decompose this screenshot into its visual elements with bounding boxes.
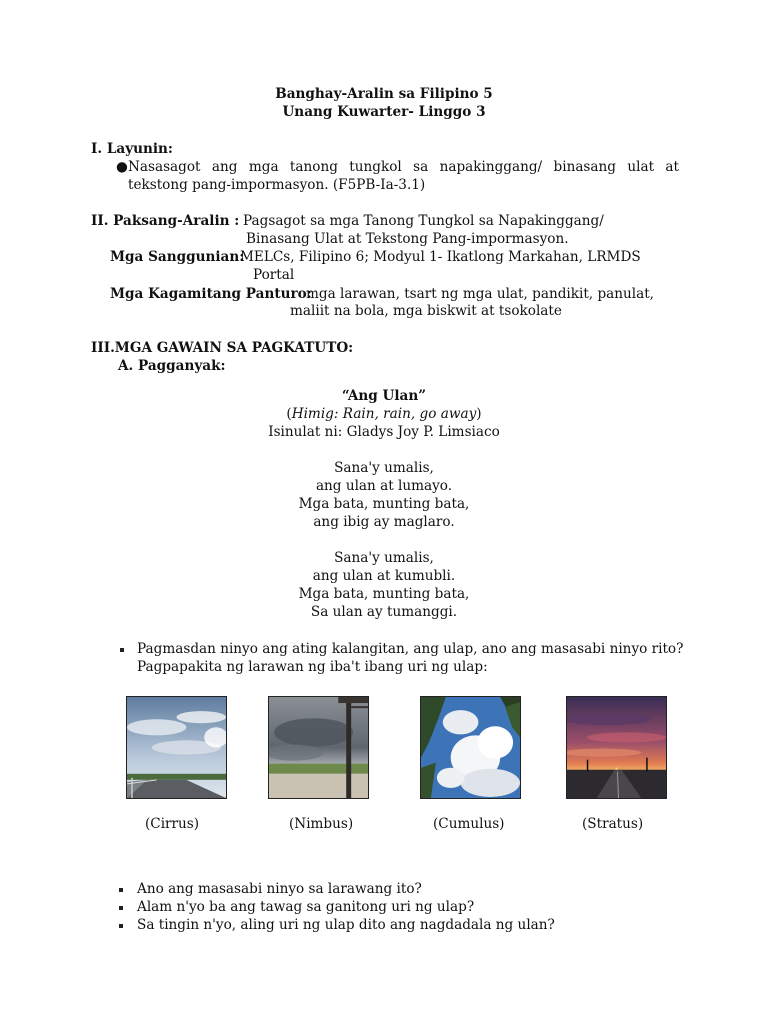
prompt-line-2: Pagpapakita ng larawan ng iba't ibang uri ng ulap:: [137, 659, 488, 675]
nimbus-photo: [268, 696, 369, 799]
document-title: Banghay-Aralin sa Filipino 5: [275, 86, 493, 102]
materials-line-2: maliit na bola, mga biskwit at tsokolate: [290, 303, 562, 319]
sources-line-1: MELCs, Filipino 6; Modyul 1- Ikatlong Markahan, LRMDS: [240, 249, 641, 265]
cumulus-photo: [420, 696, 521, 799]
song-verse-1-line: Mga bata, munting bata,: [298, 496, 470, 512]
objective-line-1: Nasasagot ang mga tanong tungkol sa napakinggang/ binasang ulat at: [128, 159, 679, 175]
section-1-heading: I. Layunin:: [91, 141, 173, 157]
square-bullet-icon: [119, 924, 123, 928]
prompt-line-1: Pagmasdan ninyo ang ating kalangitan, ang ulap, ano ang masasabi ninyo rito?: [137, 641, 684, 657]
cirrus-photo: [126, 696, 227, 799]
section-2-heading: II. Paksang-Aralin :: [91, 213, 240, 229]
song-melody: (Himig: Rain, rain, go away): [286, 406, 482, 422]
song-verse-2-line: Sana'y umalis,: [334, 550, 434, 566]
song-title: “Ang Ulan”: [341, 388, 427, 404]
song-verse-1-line: ang ulan at lumayo.: [315, 478, 453, 494]
stratus-photo: [566, 696, 667, 799]
question-item: Ano ang masasabi ninyo sa larawang ito?: [137, 881, 422, 897]
song-author: Isinulat ni: Gladys Joy P. Limsiaco: [268, 424, 500, 440]
question-item: Sa tingin n'yo, aling uri ng ulap dito ang nagdadala ng ulan?: [137, 917, 555, 933]
song-verse-1-line: Sana'y umalis,: [334, 460, 434, 476]
sources-line-2: Portal: [253, 267, 295, 283]
materials-line-1: mga larawan, tsart ng mga ulat, pandikit, panulat,: [306, 286, 654, 302]
stratus-caption: (Stratus): [582, 816, 644, 832]
square-bullet-icon: [120, 648, 124, 652]
square-bullet-icon: [119, 888, 123, 892]
square-bullet-icon: [119, 906, 123, 910]
section-3-heading: III.MGA GAWAIN SA PAGKATUTO:: [91, 340, 354, 356]
song-verse-2-line: ang ulan at kumubli.: [312, 568, 456, 584]
cirrus-caption: (Cirrus): [145, 816, 200, 832]
sources-label: Mga Sanggunian:: [110, 249, 245, 265]
objective-line-2: tekstong pang-impormasyon. (F5PB-Ia-3.1): [128, 177, 426, 193]
pagganyak-heading: A. Pagganyak:: [118, 358, 226, 374]
song-verse-1-line: ang ibig ay maglaro.: [313, 514, 455, 530]
bullet-dot-icon: ●: [116, 159, 128, 175]
materials-label: Mga Kagamitang Panturo:: [110, 286, 312, 302]
topic-line-2: Binasang Ulat at Tekstong Pang-impormasyon.: [246, 231, 569, 247]
topic-line-1: Pagsagot sa mga Tanong Tungkol sa Napakinggang/: [243, 213, 604, 229]
document-subtitle: Unang Kuwarter- Linggo 3: [282, 104, 486, 120]
song-verse-2-line: Mga bata, munting bata,: [298, 586, 470, 602]
cumulus-caption: (Cumulus): [433, 816, 505, 832]
question-item: Alam n'yo ba ang tawag sa ganitong uri ng ulap?: [137, 899, 475, 915]
nimbus-caption: (Nimbus): [289, 816, 354, 832]
song-verse-2-line: Sa ulan ay tumanggi.: [310, 604, 458, 620]
